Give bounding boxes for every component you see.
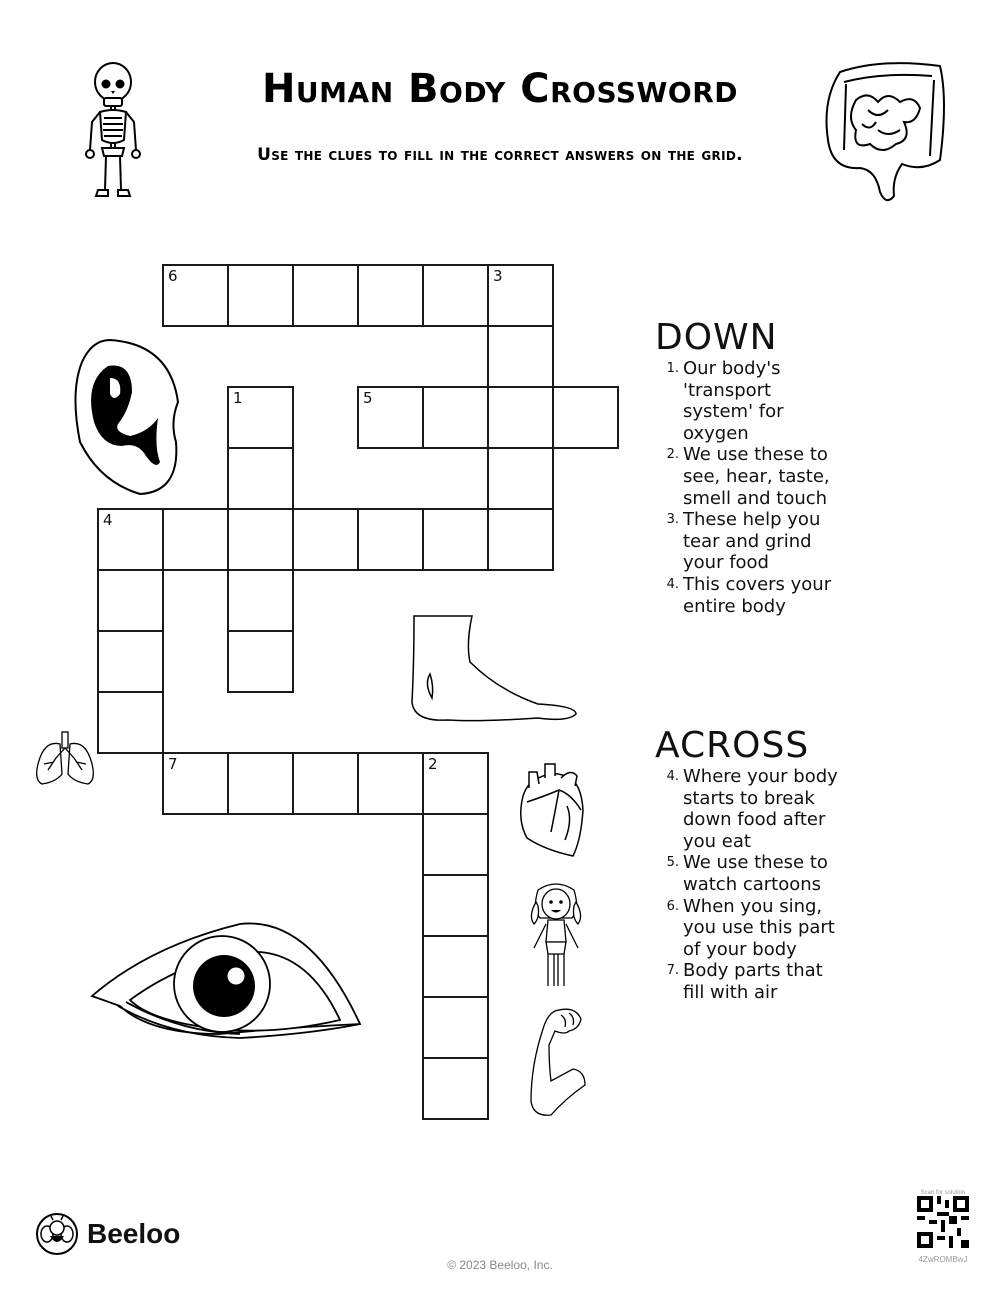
foot-icon: [408, 614, 583, 724]
brand-logo: [35, 1212, 180, 1256]
clue-number: 3.: [666, 512, 679, 528]
clue-number: 2.: [666, 447, 679, 463]
crossword-cell[interactable]: [357, 508, 424, 571]
crossword-cell[interactable]: [422, 996, 489, 1059]
crossword-cell[interactable]: [422, 752, 489, 815]
clue-text: Our body's 'transport system' for oxygen: [683, 358, 784, 444]
lungs-icon: [30, 730, 100, 790]
crossword-cell[interactable]: [487, 508, 554, 571]
clue-text: Body parts that fill with air: [683, 960, 823, 1003]
across-clue: [655, 852, 843, 895]
page-title: Human Body Crossword: [261, 66, 739, 112]
down-clue: [655, 444, 843, 509]
bee-logo-icon: [35, 1212, 79, 1256]
instructions: Use the clues to fill in the correct answers on the grid.: [257, 145, 743, 165]
crossword-cell[interactable]: [227, 630, 294, 693]
clue-text: This covers your entire body: [683, 573, 832, 617]
clue-number: 5: [363, 389, 373, 407]
down-clue: [655, 358, 843, 444]
clue-text: We use these to watch cartoons: [683, 852, 828, 895]
clue-number: 2: [428, 755, 438, 773]
crossword-cell[interactable]: [292, 264, 359, 327]
clue-number: 1: [233, 389, 243, 407]
crossword-cell[interactable]: [487, 325, 554, 388]
clue-text: We use these to see, hear, taste, smell and touch: [683, 444, 830, 509]
clue-number: 4: [103, 511, 113, 529]
copyright: © 2023 Beeloo, Inc.: [447, 1258, 553, 1272]
clue-number: 1.: [666, 361, 679, 376]
crossword-cell[interactable]: [97, 569, 164, 632]
crossword-cell[interactable]: [357, 752, 424, 815]
qr-code-label: 4ZwROMBwJ: [918, 1255, 968, 1264]
across-clue: [655, 896, 843, 961]
clue-text: Where your body starts to break down food after you eat: [683, 766, 838, 852]
crossword-cell[interactable]: [227, 264, 294, 327]
crossword-cell[interactable]: [357, 386, 424, 449]
down-heading: DOWN: [655, 317, 778, 358]
clue-number: 7: [168, 755, 178, 773]
crossword-cell[interactable]: [357, 264, 424, 327]
crossword-cell[interactable]: [227, 386, 294, 449]
crossword-cell[interactable]: [97, 691, 164, 754]
down-clues: [655, 318, 843, 617]
crossword-cell[interactable]: [552, 386, 619, 449]
crossword-cell[interactable]: [422, 874, 489, 937]
crossword-cell[interactable]: [487, 447, 554, 510]
flexed-arm-icon: [525, 1005, 600, 1120]
crossword-cell[interactable]: [162, 264, 229, 327]
crossword-cell[interactable]: [422, 508, 489, 571]
crossword-cell[interactable]: [97, 630, 164, 693]
clue-number: 6.: [666, 898, 679, 914]
clue-number: 5.: [666, 855, 679, 871]
eye-icon: [90, 916, 375, 1046]
skeleton-icon: [78, 60, 148, 200]
crossword-cell[interactable]: [422, 386, 489, 449]
clue-number: 4.: [666, 769, 679, 784]
crossword-cell[interactable]: [227, 447, 294, 510]
crossword-cell[interactable]: [487, 386, 554, 449]
down-clue: [655, 509, 843, 574]
heart-icon: [515, 760, 590, 860]
crossword-cell[interactable]: [227, 508, 294, 571]
crossword-cell[interactable]: [227, 752, 294, 815]
brand-name: Beeloo: [87, 1218, 181, 1249]
crossword-cell[interactable]: [292, 508, 359, 571]
down-clue: [655, 574, 843, 617]
clue-text: These help you tear and grind your food: [683, 509, 821, 574]
girl-icon: [526, 880, 586, 995]
crossword-cell[interactable]: [162, 752, 229, 815]
ear-icon: [70, 332, 190, 502]
crossword-cell[interactable]: [422, 264, 489, 327]
across-heading: ACROSS: [655, 725, 810, 766]
crossword-cell[interactable]: [422, 935, 489, 998]
crossword-cell[interactable]: [97, 508, 164, 571]
solution-qr[interactable]: [912, 1190, 974, 1264]
across-clue: [655, 960, 843, 1003]
clue-text: When you sing, you use this part of your body: [683, 895, 835, 960]
clue-number: 3: [493, 267, 503, 285]
crossword-cell[interactable]: [227, 569, 294, 632]
qr-code-icon: [917, 1196, 969, 1248]
across-clue: [655, 766, 843, 852]
crossword-cell[interactable]: [422, 1057, 489, 1120]
crossword-cell[interactable]: [162, 508, 229, 571]
crossword-cell[interactable]: [292, 752, 359, 815]
clue-number: 7.: [666, 963, 679, 979]
qr-caption: Scan for solution: [920, 1190, 966, 1196]
intestines-icon: [822, 60, 950, 205]
crossword-cell[interactable]: [422, 813, 489, 876]
across-clues: [655, 726, 843, 1004]
crossword-cell[interactable]: [487, 264, 554, 327]
clue-number: 4.: [666, 576, 679, 592]
clue-number: 6: [168, 267, 178, 285]
